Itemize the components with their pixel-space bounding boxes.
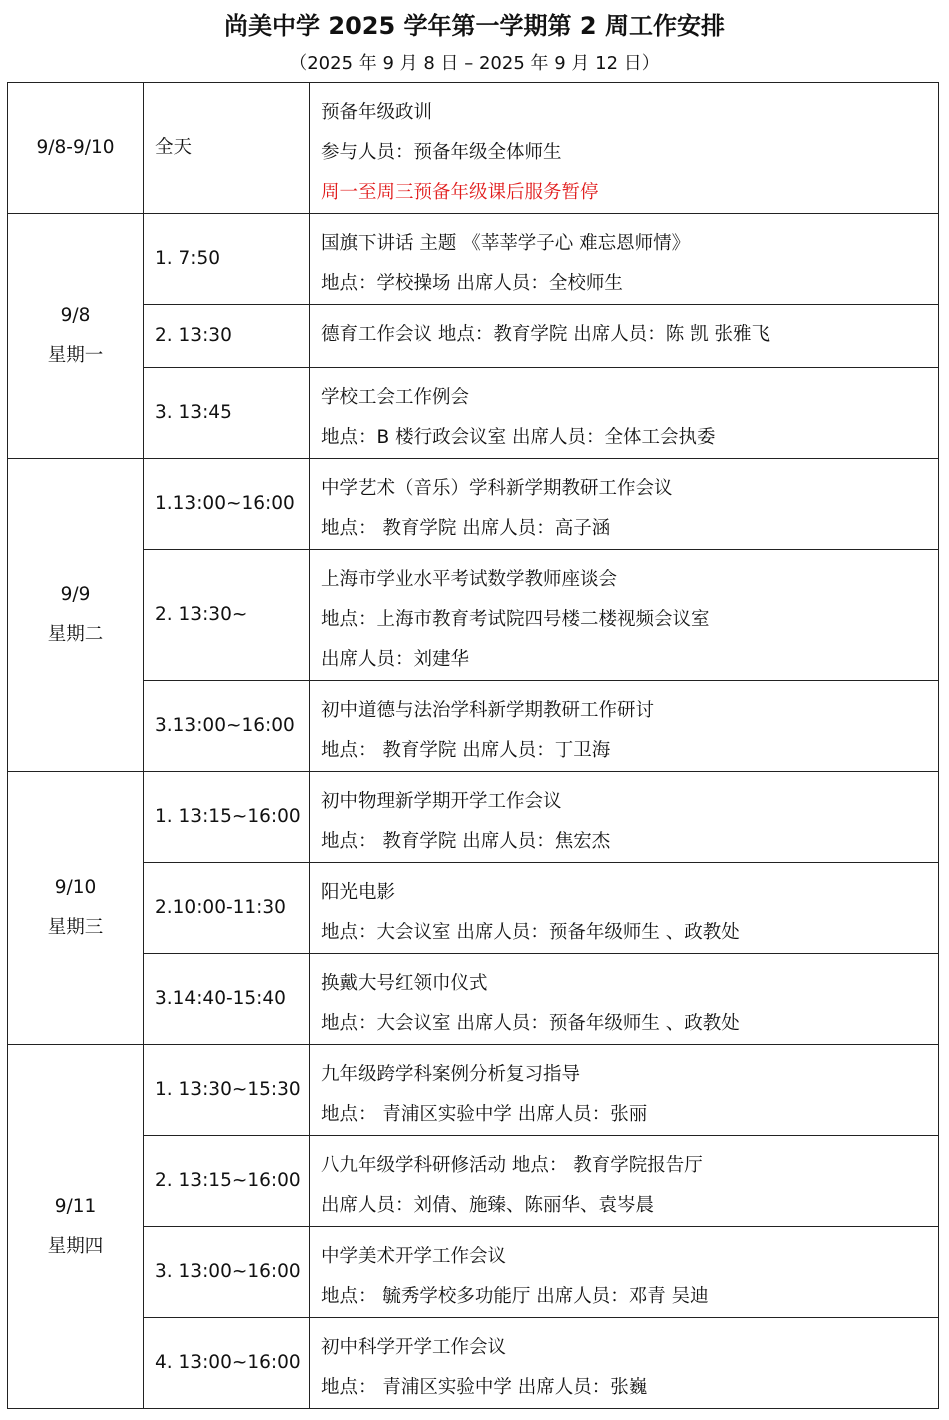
schedule-row (8, 681, 939, 772)
day-date-cell (8, 772, 144, 1045)
event-time: 2.10:00-11:30 (144, 863, 310, 954)
event-time: 3. 13:00~16:00 (144, 1227, 310, 1318)
event-notice-highlight: 周一至周三预备年级课后服务暂停 (321, 182, 599, 203)
event-detail-line: 地点： 教育学院 出席人员：丁卫海 (321, 740, 611, 761)
day-date-cell (8, 83, 144, 214)
event-time: 4. 13:00~16:00 (144, 1318, 310, 1409)
event-details (310, 1045, 939, 1136)
event-detail-line: 参与人员：预备年级全体师生 (321, 142, 562, 163)
event-details (310, 1318, 939, 1409)
event-detail-line: 上海市学业水平考试数学教师座谈会 (321, 569, 618, 590)
schedule-row (8, 83, 939, 214)
event-detail-line: 地点：大会议室 出席人员：预备年级师生 、政教处 (321, 922, 740, 943)
schedule-row (8, 863, 939, 954)
event-details (310, 681, 939, 772)
page-title: 尚美中学 2025 学年第一学期第 2 周工作安排 (224, 12, 725, 40)
event-details (310, 459, 939, 550)
event-time: 1.13:00~16:00 (144, 459, 310, 550)
event-time: 全天 (144, 83, 310, 214)
schedule-row (8, 1318, 939, 1409)
schedule-table (7, 82, 939, 1409)
event-time: 1. 13:30~15:30 (144, 1045, 310, 1136)
event-detail-line: 阳光电影 (321, 882, 396, 903)
event-detail-line: 地点： 青浦区实验中学 出席人员：张巍 (321, 1377, 648, 1398)
event-detail-line: 地点： 青浦区实验中学 出席人员：张丽 (321, 1104, 648, 1125)
schedule-row (8, 1136, 939, 1227)
event-details (310, 1227, 939, 1318)
event-detail-line: 预备年级政训 (321, 102, 433, 123)
event-details (310, 863, 939, 954)
event-details (310, 1136, 939, 1227)
event-time: 1. 7:50 (144, 214, 310, 305)
event-time: 2. 13:15~16:00 (144, 1136, 310, 1227)
day-date-cell (8, 1045, 144, 1409)
day-weekday: 星期三 (47, 917, 104, 938)
day-date: 9/9 (60, 584, 91, 605)
event-detail-line: 初中道德与法治学科新学期教研工作研讨 (321, 700, 655, 721)
event-detail-line: 地点： 毓秀学校多功能厅 出席人员：邓青 吴迪 (321, 1286, 709, 1307)
event-details (310, 214, 939, 305)
event-time: 2. 13:30~ (144, 550, 310, 681)
schedule-row (8, 459, 939, 550)
event-detail-line: 地点： 教育学院 出席人员：高子涵 (321, 518, 611, 539)
event-detail-line: 德育工作会议 地点：教育学院 出席人员：陈 凯 张雅飞 (321, 324, 771, 345)
event-detail-line: 九年级跨学科案例分析复习指导 (321, 1064, 581, 1085)
day-weekday: 星期二 (47, 624, 104, 645)
event-time: 3. 13:45 (144, 368, 310, 459)
event-detail-line: 国旗下讲话 主题 《莘莘学子心 难忘恩师情》 (321, 233, 691, 254)
event-detail-line: 地点：B 楼行政会议室 出席人员：全体工会执委 (321, 427, 716, 448)
event-details (310, 305, 939, 368)
event-details (310, 550, 939, 681)
event-time: 3.14:40-15:40 (144, 954, 310, 1045)
schedule-body (8, 83, 939, 1409)
day-weekday: 星期四 (47, 1235, 104, 1257)
event-detail-line: 八九年级学科研修活动 地点： 教育学院报告厅 (321, 1155, 703, 1176)
event-details (310, 954, 939, 1045)
event-time: 3.13:00~16:00 (144, 681, 310, 772)
day-date: 9/8 (60, 305, 91, 326)
event-detail-line: 初中科学开学工作会议 (321, 1337, 507, 1358)
event-time: 1. 13:15~16:00 (144, 772, 310, 863)
day-date: 9/8-9/10 (36, 137, 115, 158)
schedule-row (8, 214, 939, 305)
event-detail-line: 出席人员：刘建华 (321, 649, 470, 670)
event-details (310, 772, 939, 863)
day-date-cell (8, 214, 144, 459)
event-detail-line: 地点：大会议室 出席人员：预备年级师生 、政教处 (321, 1013, 740, 1034)
schedule-row (8, 1045, 939, 1136)
event-detail-line: 地点：学校操场 出席人员：全校师生 (321, 273, 623, 294)
schedule-row (8, 368, 939, 459)
schedule-row (8, 954, 939, 1045)
event-details (310, 368, 939, 459)
schedule-row (8, 772, 939, 863)
day-date: 9/10 (54, 877, 97, 898)
event-detail-line: 初中物理新学期开学工作会议 (321, 791, 562, 812)
event-detail-line: 换戴大号红领巾仪式 (321, 973, 488, 994)
day-date: 9/11 (54, 1195, 97, 1217)
day-weekday: 星期一 (47, 345, 104, 366)
event-detail-line: 地点： 教育学院 出席人员：焦宏杰 (321, 831, 611, 852)
event-details (310, 83, 939, 214)
event-detail-line: 出席人员：刘倩、施臻、陈丽华、袁岑晨 (321, 1195, 655, 1216)
schedule-row (8, 1227, 939, 1318)
event-detail-line: 中学美术开学工作会议 (321, 1246, 507, 1267)
event-time: 2. 13:30 (144, 305, 310, 368)
event-detail-line: 地点：上海市教育考试院四号楼二楼视频会议室 (321, 609, 710, 630)
day-date-cell (8, 459, 144, 772)
event-detail-line: 学校工会工作例会 (321, 387, 470, 408)
schedule-row (8, 305, 939, 368)
schedule-row (8, 550, 939, 681)
date-range-subtitle: （2025 年 9 月 8 日 – 2025 年 9 月 12 日） (289, 53, 660, 74)
event-detail-line: 中学艺术（音乐）学科新学期教研工作会议 (321, 478, 673, 499)
